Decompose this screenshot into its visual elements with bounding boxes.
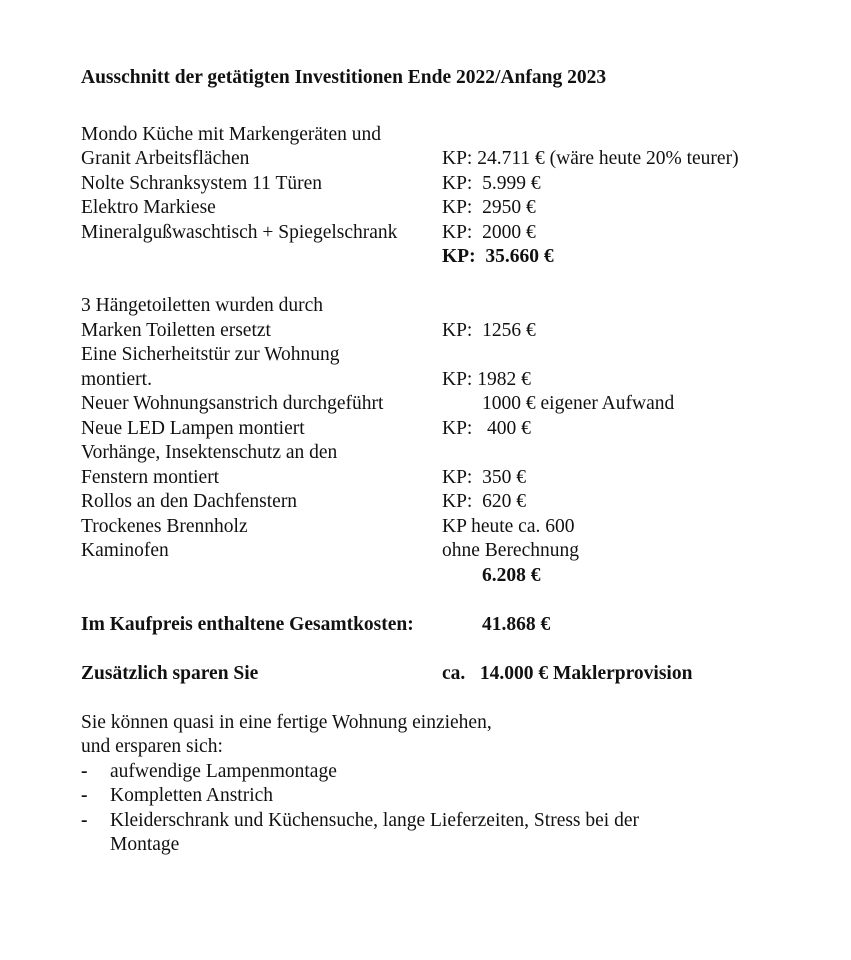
total-costs-label: Im Kaufpreis enthaltene Gesamtkosten: xyxy=(81,613,414,635)
item-value: KP heute ca. 600 xyxy=(442,515,575,537)
section-gap xyxy=(81,588,787,613)
item-label: Neue LED Lampen montiert xyxy=(81,417,305,439)
investment-row xyxy=(81,147,787,172)
item-label: Elektro Markiese xyxy=(81,197,216,218)
investment-row xyxy=(81,172,787,197)
item-value: ohne Berechnung xyxy=(442,540,579,561)
bullet-text: Kleiderschrank und Küchensuche, lange Lieferzeiten, Stress bei der Montage xyxy=(110,809,639,855)
bullet-item xyxy=(81,784,787,809)
item-label: Kaminofen xyxy=(81,540,169,561)
item-value: KP: 620 € xyxy=(442,491,526,512)
bullet-dash: - xyxy=(81,760,88,782)
item-label: Neuer Wohnungsanstrich durchgeführt xyxy=(81,393,384,414)
investment-row xyxy=(81,368,787,393)
item-label: Mondo Küche mit Markengeräten und xyxy=(81,123,382,145)
item-value: KP: 2950 € xyxy=(442,197,536,218)
section-gap xyxy=(81,686,787,711)
item-value: KP: 24.711 € (wäre heute 20% teurer) xyxy=(442,148,739,169)
bullet-item xyxy=(81,809,787,858)
investment-row xyxy=(81,392,787,417)
item-value: KP: 2000 € xyxy=(442,221,536,243)
investment-subtotal-row xyxy=(81,564,787,589)
investment-row xyxy=(81,490,787,515)
item-value: KP: 5.999 € xyxy=(442,172,541,194)
bullet-dash: - xyxy=(81,809,88,831)
investment-row xyxy=(81,319,787,344)
investment-row xyxy=(81,123,787,148)
item-label: Trockenes Brennholz xyxy=(81,515,248,537)
item-label: Nolte Schranksystem 11 Türen xyxy=(81,172,322,194)
item-label: Rollos an den Dachfenstern xyxy=(81,491,298,512)
item-label: Granit Arbeitsflächen xyxy=(81,148,250,169)
subtotal-value: 6.208 € xyxy=(482,564,541,586)
investment-row xyxy=(81,441,787,466)
closing-line-2: und ersparen sich: xyxy=(81,736,223,757)
total-costs-value: 41.868 € xyxy=(482,613,551,635)
investment-row xyxy=(81,343,787,368)
section-gap xyxy=(81,637,787,662)
investment-row xyxy=(81,294,787,319)
item-value: 1000 € eigener Aufwand xyxy=(482,393,675,414)
investment-list xyxy=(81,123,787,589)
document-page xyxy=(81,66,787,858)
investment-row xyxy=(81,466,787,491)
closing-section xyxy=(81,711,787,858)
item-label: Mineralgußwaschtisch + Spiegelschrank xyxy=(81,221,398,243)
item-value: KP: 1256 € xyxy=(442,319,536,341)
item-label: Eine Sicherheitstür zur Wohnung xyxy=(81,344,340,365)
bullet-dash: - xyxy=(81,785,88,806)
item-label: Vorhänge, Insektenschutz an den xyxy=(81,442,338,463)
bullet-text: Kompletten Anstrich xyxy=(110,785,274,806)
document-title: Ausschnitt der getätigten Investitionen Ende 2022/Anfang 2023 xyxy=(81,67,607,88)
subtotal-value: KP: 35.660 € xyxy=(442,246,554,267)
investment-row xyxy=(81,539,787,564)
investment-row xyxy=(81,196,787,221)
savings-label: Zusätzlich sparen Sie xyxy=(81,662,259,684)
item-label: Marken Toiletten ersetzt xyxy=(81,319,271,341)
savings-row xyxy=(81,662,787,687)
item-value: KP: 1982 € xyxy=(442,368,531,390)
item-label: Fenstern montiert xyxy=(81,466,220,488)
investment-row xyxy=(81,515,787,540)
investment-subtotal-row xyxy=(81,245,787,270)
bullet-text: aufwendige Lampenmontage xyxy=(110,760,337,782)
section-gap xyxy=(81,270,787,295)
item-value: KP: 350 € xyxy=(442,466,526,488)
item-label: montiert. xyxy=(81,368,152,390)
item-label: 3 Hängetoiletten wurden durch xyxy=(81,295,324,316)
investment-row xyxy=(81,221,787,246)
item-value: KP: 400 € xyxy=(442,417,531,439)
total-costs-row xyxy=(81,613,787,638)
investment-row xyxy=(81,417,787,442)
savings-value: ca. 14.000 € Maklerprovision xyxy=(442,662,693,684)
bullet-item xyxy=(81,760,787,785)
closing-line-1: Sie können quasi in eine fertige Wohnung einziehen, xyxy=(81,711,492,733)
